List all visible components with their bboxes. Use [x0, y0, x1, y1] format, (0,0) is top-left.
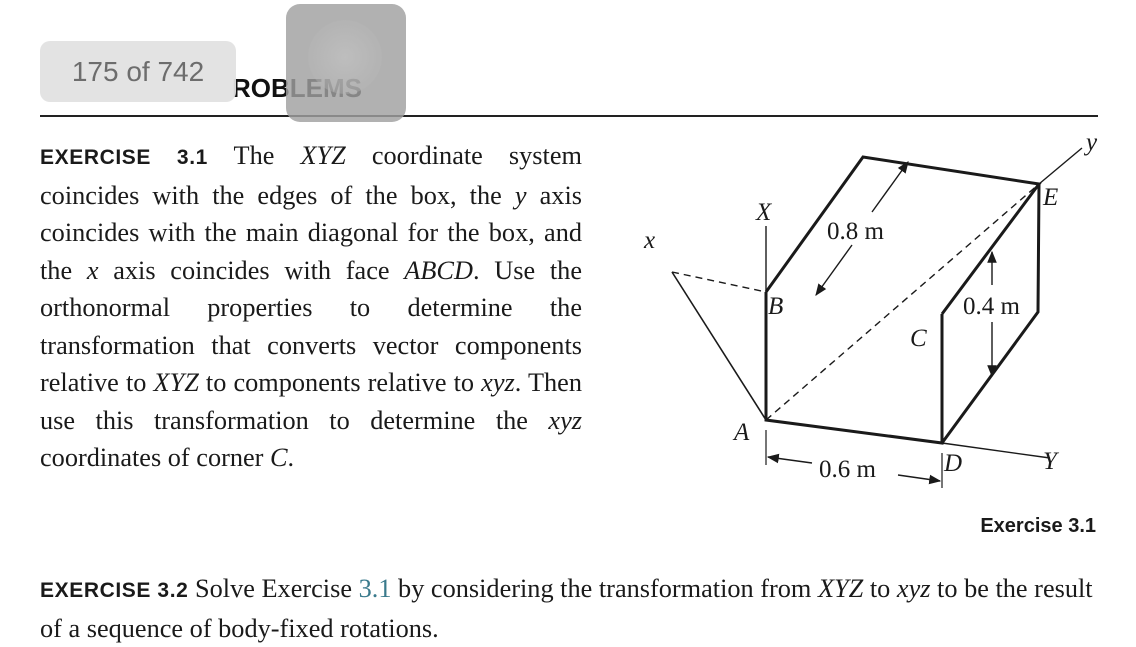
box-front-face [766, 292, 942, 443]
x-axis-solid [672, 272, 766, 420]
math-run: XYZ [153, 368, 199, 397]
label-X: X [756, 199, 772, 226]
label-Y: Y [1043, 448, 1057, 475]
x-axis-dashed [672, 272, 766, 292]
math-run: XYZ [300, 141, 346, 170]
label-x: x [644, 227, 656, 254]
text-run: to [863, 574, 897, 603]
text-run: by considering the transformation from [391, 574, 818, 603]
dim-width-label: 0.6 m [819, 456, 876, 483]
label-E: E [1043, 184, 1059, 211]
page-indicator: 175 of 742 [40, 41, 236, 102]
exercise-3-1-link[interactable]: 3.1 [358, 574, 392, 603]
figure-caption: Exercise 3.1 [980, 515, 1096, 537]
dim-width-arrow-right [898, 475, 940, 481]
box-top-face [766, 157, 1039, 314]
math-run: xyz [896, 574, 931, 603]
math-run: ABCD [404, 255, 473, 285]
math-run: y [514, 180, 527, 210]
label-y: y [1086, 129, 1098, 156]
exercise-3-2-text [40, 570, 1100, 647]
y-axis-line [1039, 148, 1082, 184]
text-run: The [233, 141, 301, 170]
math-run: x [86, 255, 99, 285]
text-run: to components relative to [198, 368, 482, 397]
text-run: . [287, 443, 295, 472]
dim-height-label: 0.4 m [963, 293, 1020, 320]
text-run: axis coincides with face [98, 255, 405, 285]
exercise-3-1-label: EXERCISE 3.1 [40, 146, 208, 169]
header-rule [40, 115, 1098, 117]
math-run: XYZ [817, 574, 864, 603]
text-run: coordinates of corner [40, 443, 270, 472]
text-run: Solve Exercise [188, 574, 359, 603]
label-B: B [768, 293, 784, 320]
text-run: . Then use this transformation to determine the [40, 368, 582, 435]
text-run: coordinate system coincides with the edges of the box, the [40, 141, 582, 210]
box-figure [600, 120, 1136, 520]
dim-depth-arrow-down [816, 245, 852, 295]
math-run: xyz [481, 368, 515, 397]
dim-width-arrow-left [768, 457, 812, 463]
text-run: axis coincides with the main diagonal for the box, and the [40, 180, 582, 285]
text-run: to be the result of a sequence of body-fixed rotations. [40, 574, 1093, 643]
math-run: C [270, 443, 288, 472]
scroll-thumb-button[interactable] [286, 4, 406, 122]
label-C: C [910, 325, 927, 352]
dim-depth-arrow-up [872, 162, 908, 212]
label-D: D [944, 450, 963, 477]
scroll-knob-icon [308, 20, 382, 94]
exercise-3-1-text [40, 137, 582, 477]
exercise-3-2-label: EXERCISE 3.2 [40, 579, 189, 602]
math-run: xyz [548, 405, 582, 435]
label-A: A [734, 419, 750, 446]
dim-depth-label: 0.8 m [827, 218, 884, 245]
text-run: . Use the orthonormal properties to determine the transformation that converts vector components relative to [40, 255, 582, 397]
